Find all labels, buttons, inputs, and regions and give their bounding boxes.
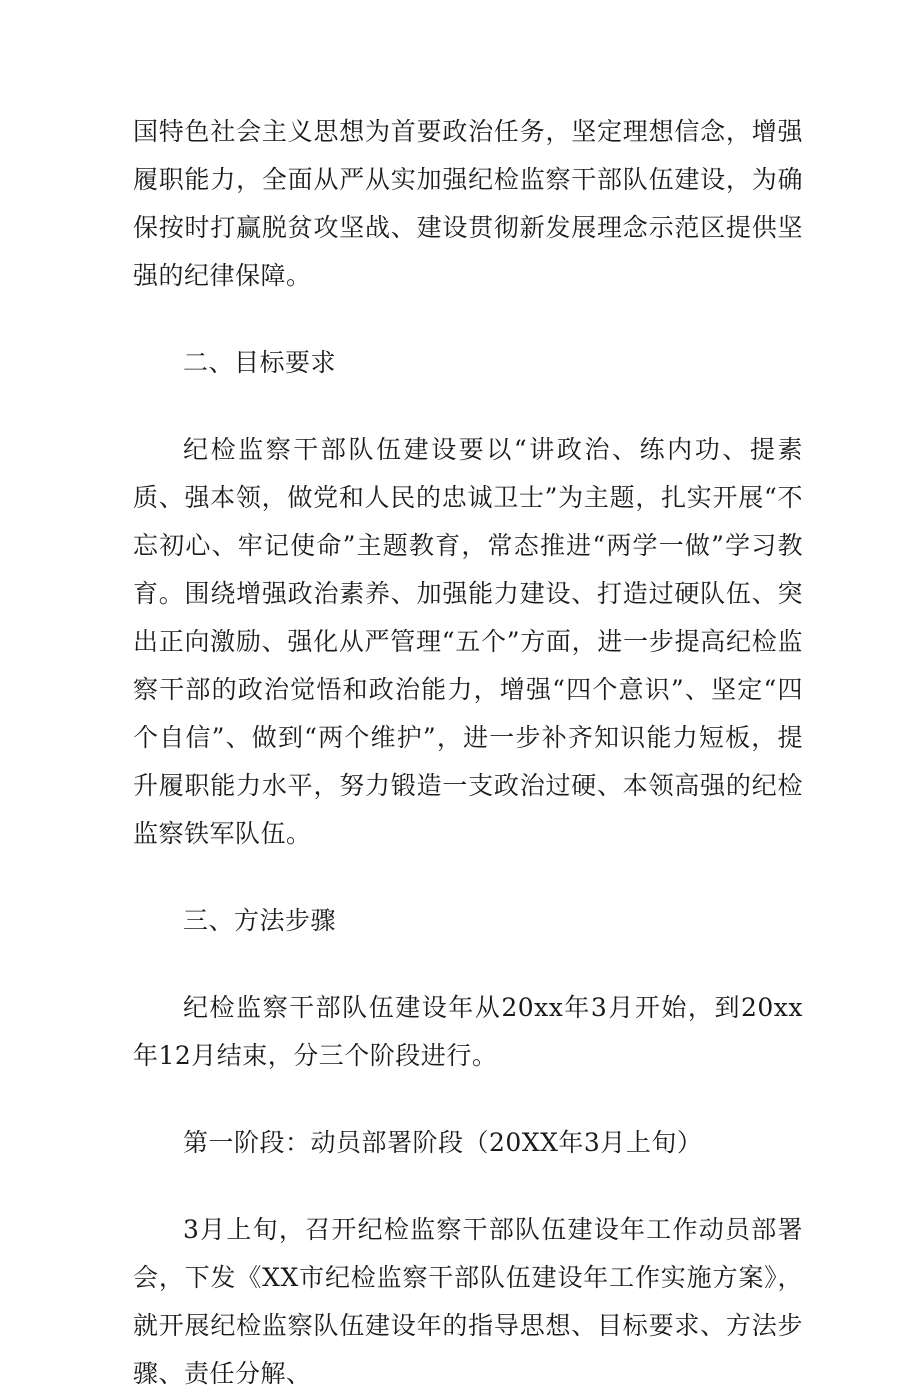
paragraph-steps: 纪检监察干部队伍建设年从20xx年3月开始，到20xx年12月结束，分三个阶段进行。: [133, 993, 803, 1070]
paragraph-goals: 纪检监察干部队伍建设要以“讲政治、练内功、提素质、强本领，做党和人民的忠诚卫士”为主题，扎实开展“不忘初心、牢记使命”主题教育，常态推进“两学一做”学习教育。围绕增强政治素养、加强能力建设、打造过硬队伍、突出正向激励、强化从严管理“五个”方面，进一步提高纪检监察干部的政治觉悟和政治能力，增强“四个意识”、坚定“四个自信”、做到“两个维护”，进一步补齐知识能力短板，提升履职能力水平，努力锻造一支政治过硬、本领高强的纪检监察铁军队伍。: [133, 435, 803, 848]
section-heading-goals: 二、目标要求: [183, 348, 337, 377]
stage-one-heading: 第一阶段：动员部署阶段（20XX年3月上旬）: [183, 1128, 703, 1157]
document-body: [133, 108, 803, 1398]
paragraph-stage-one: 3月上旬，召开纪检监察干部队伍建设年工作动员部署会，下发《XX市纪检监察干部队伍建设年工作实施方案》，就开展纪检监察队伍建设年的指导思想、目标要求、方法步骤、责任分解、: [133, 1215, 803, 1388]
section-heading-steps: 三、方法步骤: [183, 906, 337, 935]
paragraph-intro-continuation: 国特色社会主义思想为首要政治任务，坚定理想信念，增强履职能力，全面从严从实加强纪检监察干部队伍建设，为确保按时打赢脱贫攻坚战、建设贯彻新发展理念示范区提供坚强的纪律保障。: [133, 117, 803, 290]
